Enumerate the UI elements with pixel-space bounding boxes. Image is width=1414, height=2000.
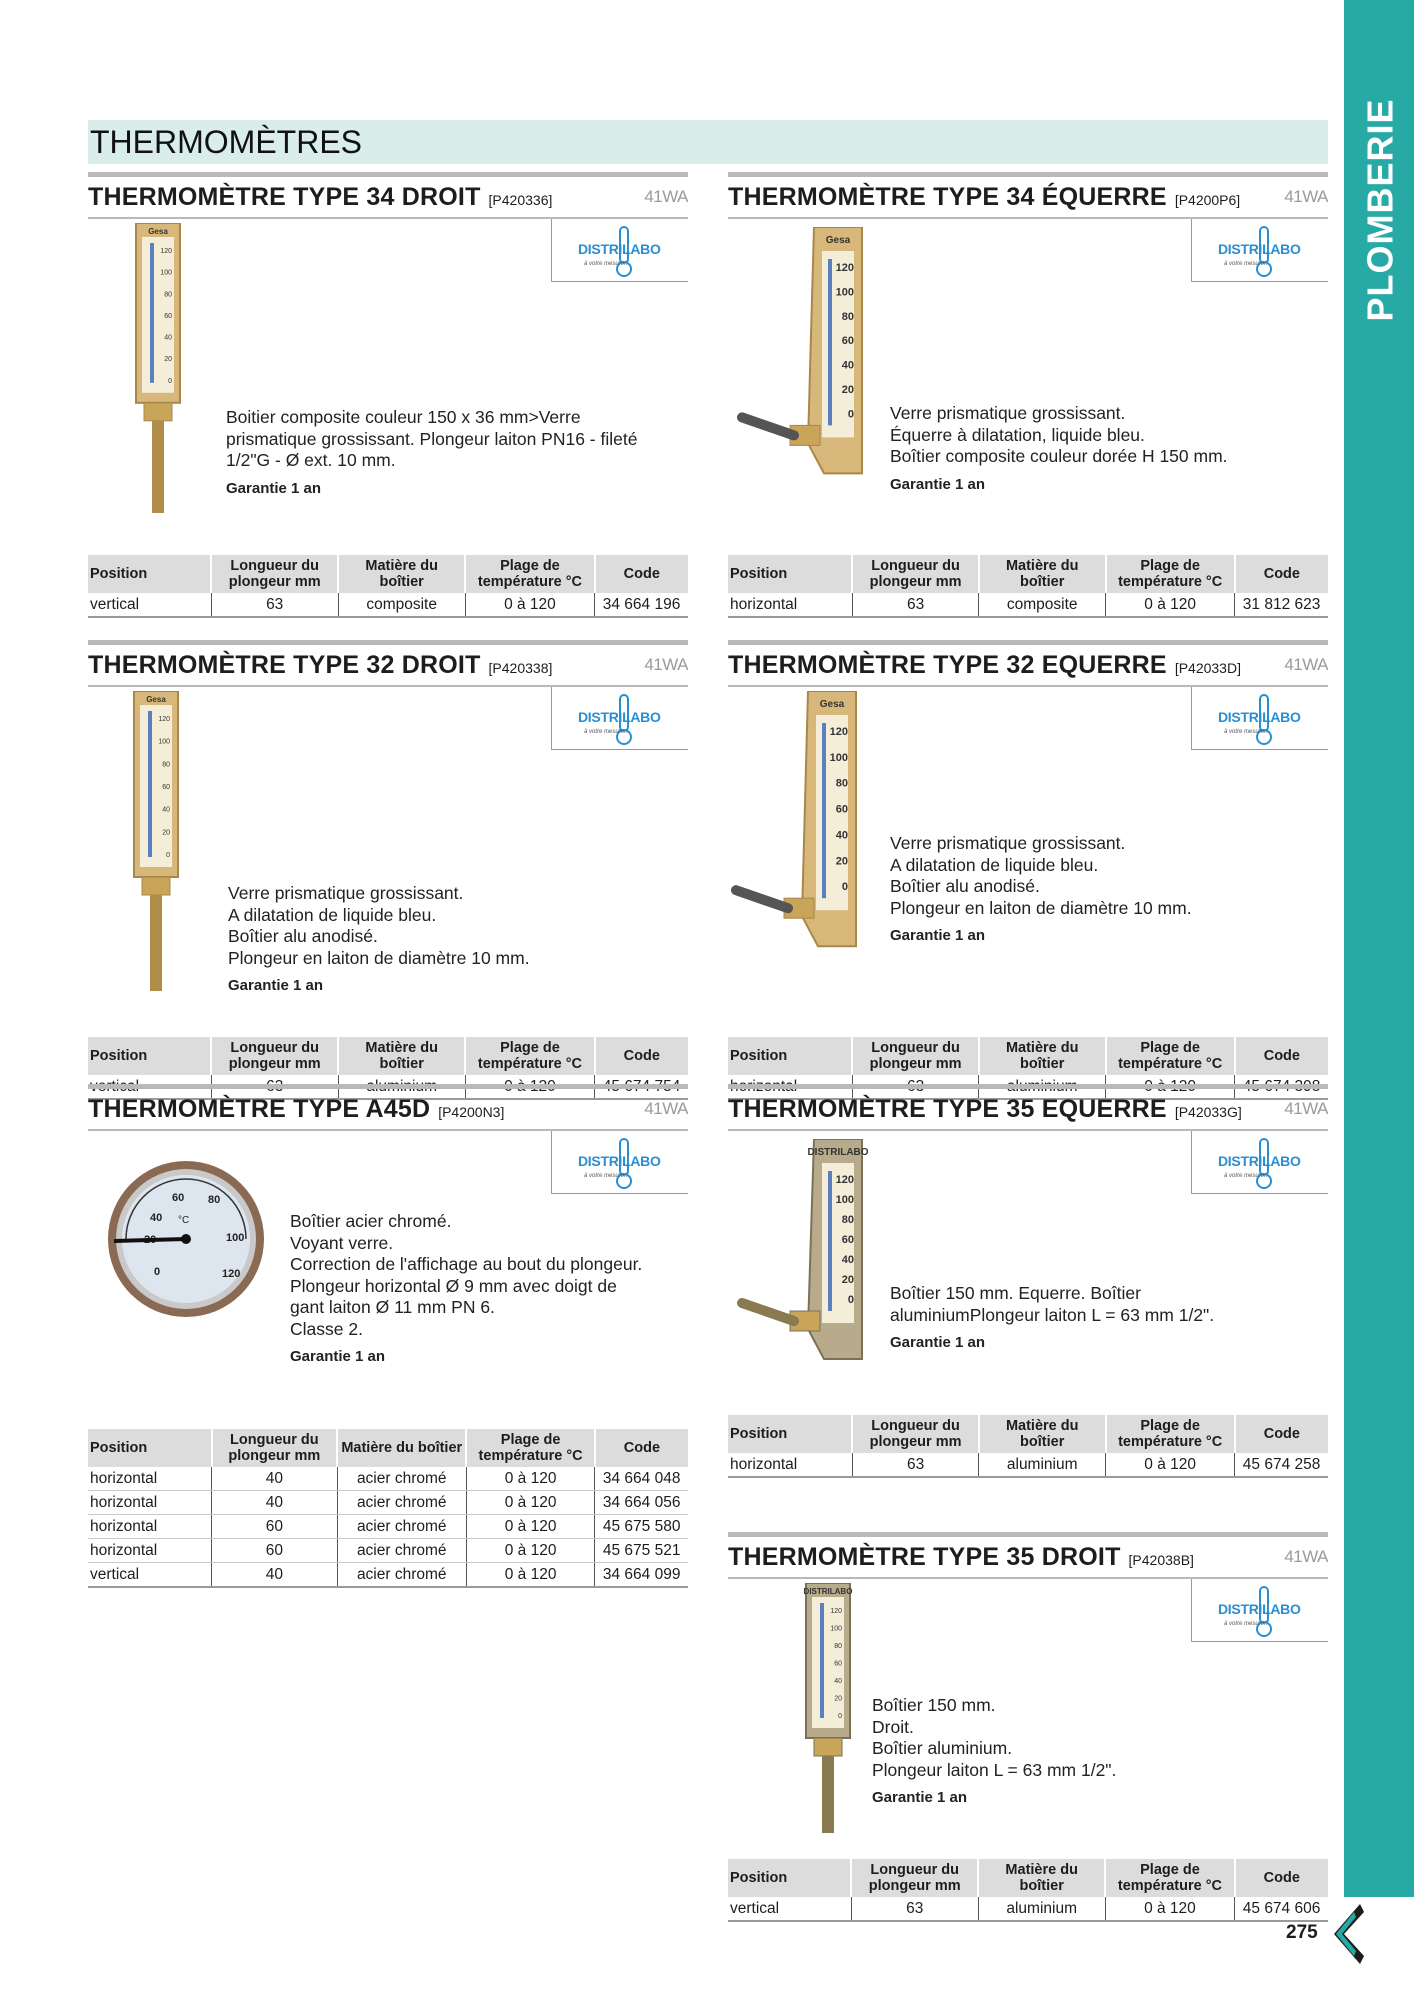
cell-plage: 0 à 120	[1106, 1453, 1235, 1477]
guarantee-text: Garantie 1 an	[890, 927, 986, 944]
scale-tick-label: 40	[841, 1254, 854, 1266]
description-line: aluminiumPlongeur laiton L = 63 mm 1/2".	[890, 1304, 1215, 1325]
logo-tagline: à votre mesure...	[1224, 1173, 1270, 1179]
page-title: THERMOMÈTRES	[90, 123, 362, 160]
cell-matiere: acier chromé	[337, 1491, 466, 1515]
column-header-longueur: Longueur du plongeur mm	[211, 555, 338, 593]
scale-tick-label: 20	[841, 384, 854, 396]
product-reference: [P4200P6]	[1174, 192, 1241, 208]
column-header-plage: Plage de température °C	[465, 1037, 594, 1075]
angle-thermometer-image	[734, 1139, 874, 1389]
cell-position: vertical	[728, 1897, 851, 1921]
product-brand-code: 41WA	[1284, 1547, 1328, 1566]
description-line: Plongeur en laiton de diamètre 10 mm.	[228, 947, 530, 968]
scale-tick-label: 120	[835, 1174, 854, 1186]
column-header-matiere: Matière du boîtier	[979, 1415, 1106, 1453]
scale-tick-label: 120	[160, 248, 172, 255]
column-header-longueur: Longueur du plongeur mm	[211, 1037, 338, 1075]
column-header-matiere: Matière du boîtier	[337, 1429, 466, 1467]
cell-matiere: acier chromé	[337, 1539, 466, 1563]
description-line: prismatique grossissant. Plongeur laiton PN16 - fileté	[226, 428, 638, 449]
cell-code: 34 664 099	[595, 1563, 688, 1588]
scale-tick-label: 0	[847, 1294, 854, 1306]
description-line: Équerre à dilatation, liquide bleu.	[890, 424, 1145, 445]
table-header-row	[728, 1415, 1328, 1453]
product-title: THERMOMÈTRE TYPE 35 EQUERRE	[728, 1094, 1167, 1123]
column-header-longueur: Longueur du plongeur mm	[852, 555, 978, 593]
scale-tick-label: 0	[168, 377, 172, 385]
logo-tagline: à votre mesure...	[1224, 1621, 1270, 1627]
dial-tick-label: 60	[172, 1192, 185, 1204]
cell-plage: 0 à 120	[466, 1467, 594, 1491]
column-header-position: Position	[728, 1859, 851, 1897]
column-header-code: Code	[1235, 555, 1328, 593]
column-header-matiere: Matière du boîtier	[338, 1037, 465, 1075]
product-section	[728, 640, 1328, 1095]
scale-tick-label: 60	[164, 312, 172, 320]
product-description	[226, 407, 637, 499]
description-line: Boîtier acier chromé.	[290, 1211, 452, 1231]
dial-tick-label: 40	[150, 1212, 163, 1224]
product-brand-code: 41WA	[644, 655, 688, 674]
product-image	[734, 227, 874, 512]
scale-tick-label: 100	[829, 751, 848, 764]
scale-tick-label: 80	[162, 761, 170, 769]
product-header	[728, 1532, 1328, 1579]
column-header-position: Position	[88, 1037, 211, 1075]
column-header-position: Position	[88, 1429, 212, 1467]
logo-wordmark: DISTRILABO	[578, 1153, 661, 1169]
product-section	[88, 1084, 688, 1583]
column-header-matiere: Matière du boîtier	[338, 555, 465, 593]
product-description	[890, 833, 1192, 947]
column-header-code: Code	[1235, 1859, 1328, 1897]
product-description	[890, 403, 1228, 495]
scale-tick-label: 100	[830, 1625, 842, 1633]
cell-matiere: acier chromé	[337, 1515, 466, 1539]
distrilabo-logo	[1191, 1131, 1328, 1194]
scale-tick-label: 120	[835, 262, 854, 274]
product-header	[88, 1084, 688, 1131]
scale-tick-label: 20	[841, 1274, 854, 1286]
logo-tagline: à votre mesure...	[584, 261, 630, 267]
cell-longueur: 63	[852, 593, 978, 617]
dial-tick-label: 100	[226, 1232, 245, 1244]
cell-code: 45 674 258	[1235, 1453, 1328, 1477]
cell-code: 34 664 048	[595, 1467, 688, 1491]
cell-code: 45 675 580	[595, 1515, 688, 1539]
chevron-left-icon	[1330, 1904, 1364, 1964]
table-header-row	[728, 555, 1328, 593]
cell-plage: 0 à 120	[1106, 593, 1235, 617]
sidebar-category-label: PLOMBERIE	[1359, 98, 1401, 322]
description-line: A dilatation de liquide bleu.	[228, 904, 437, 925]
product-title: THERMOMÈTRE TYPE 34 ÉQUERRE	[728, 182, 1167, 211]
cell-longueur: 63	[852, 1453, 978, 1477]
cell-plage: 0 à 120	[1105, 1897, 1234, 1921]
scale-tick-label: 120	[830, 1608, 842, 1615]
description-line: Plongeur en laiton de diamètre 10 mm.	[890, 897, 1192, 918]
scale-tick-label: 100	[160, 269, 172, 277]
product-brand-code: 41WA	[1284, 1099, 1328, 1118]
product-brand-code: 41WA	[644, 187, 688, 206]
description-line: 1/2"G - Ø ext. 10 mm.	[226, 450, 396, 470]
column-header-plage: Plage de température °C	[465, 555, 594, 593]
description-line: Boîtier alu anodisé.	[890, 876, 1040, 896]
guarantee-text: Garantie 1 an	[290, 1348, 386, 1365]
cell-position: vertical	[88, 1075, 211, 1099]
scale-tick-label: 0	[166, 852, 170, 859]
scale-tick-label: 40	[834, 1678, 842, 1685]
guarantee-text: Garantie 1 an	[890, 475, 986, 493]
scale-tick-label: 40	[835, 829, 848, 842]
table-row	[88, 1491, 688, 1515]
dial-thermometer-image	[106, 1159, 266, 1319]
table-row	[88, 1515, 688, 1539]
case-brand-label: Gesa	[146, 695, 166, 704]
cell-plage: 0 à 120	[465, 593, 594, 617]
product-section	[88, 172, 688, 613]
logo-wordmark: DISTRILABO	[1218, 241, 1301, 257]
scale-tick-label: 80	[835, 777, 848, 790]
cell-matiere: composite	[338, 593, 465, 617]
cell-position: horizontal	[88, 1539, 212, 1563]
table-header-row	[728, 1859, 1328, 1897]
description-line: Plongeur laiton L = 63 mm 1/2".	[872, 1759, 1117, 1780]
column-header-plage: Plage de température °C	[1106, 555, 1235, 593]
description-line: Boîtier composite couleur dorée H 150 mm.	[890, 446, 1228, 466]
cell-matiere: aluminium	[978, 1897, 1105, 1921]
logo-tagline: à votre mesure...	[584, 729, 630, 735]
product-title: THERMOMÈTRE TYPE A45D	[88, 1094, 431, 1123]
straight-thermometer-image	[798, 1583, 858, 1833]
scale-tick-label: 120	[158, 716, 170, 723]
cell-matiere: aluminium	[338, 1075, 465, 1099]
description-line: Boitier composite couleur 150 x 36 mm>Verre	[226, 407, 581, 427]
product-image	[126, 691, 186, 996]
straight-thermometer-image	[126, 691, 186, 991]
page-number: 275	[1286, 1922, 1318, 1943]
scale-tick-label: 0	[841, 881, 848, 894]
column-header-matiere: Matière du boîtier	[978, 1859, 1105, 1897]
scale-tick-label: 60	[834, 1660, 842, 1668]
distrilabo-logo	[1191, 1579, 1328, 1642]
scale-tick-label: 60	[841, 335, 854, 348]
cell-plage: 0 à 120	[466, 1563, 594, 1588]
case-brand-label: Gesa	[148, 227, 168, 236]
guarantee-text: Garantie 1 an	[890, 1334, 986, 1351]
dial-unit-label: °C	[178, 1215, 190, 1226]
spec-table	[88, 1429, 688, 1588]
scale-tick-label: 80	[164, 291, 172, 299]
guarantee-text: Garantie 1 an	[226, 479, 322, 497]
product-title: THERMOMÈTRE TYPE 32 DROIT	[88, 650, 481, 679]
column-header-position: Position	[728, 555, 852, 593]
logo-tagline: à votre mesure...	[584, 1173, 630, 1179]
product-reference: [P42033D]	[1174, 660, 1241, 676]
product-title: THERMOMÈTRE TYPE 32 EQUERRE	[728, 650, 1167, 679]
cell-position: horizontal	[88, 1491, 212, 1515]
cell-position: horizontal	[88, 1515, 212, 1539]
column-header-code: Code	[1235, 1037, 1328, 1075]
cell-longueur: 60	[212, 1515, 338, 1539]
product-header	[728, 640, 1328, 687]
scale-tick-label: 20	[164, 356, 172, 364]
logo-wordmark: DISTRILABO	[1218, 1601, 1301, 1617]
column-header-longueur: Longueur du plongeur mm	[851, 1859, 978, 1897]
scale-tick-label: 0	[847, 408, 854, 421]
cell-matiere: acier chromé	[337, 1563, 466, 1588]
table-row	[88, 1467, 688, 1491]
scale-tick-label: 80	[841, 1214, 854, 1226]
cell-position: vertical	[88, 1563, 212, 1588]
scale-tick-label: 40	[162, 806, 170, 814]
product-image	[734, 1139, 874, 1394]
cell-plage: 0 à 120	[1106, 1075, 1235, 1099]
distrilabo-logo	[551, 1131, 688, 1194]
cell-longueur: 40	[212, 1467, 338, 1491]
column-header-plage: Plage de température °C	[1106, 1415, 1235, 1453]
product-reference: [P420338]	[488, 660, 553, 676]
product-description	[228, 883, 530, 997]
distrilabo-logo	[551, 219, 688, 282]
logo-wordmark: DISTRILABO	[1218, 709, 1301, 725]
cell-matiere: acier chromé	[337, 1467, 466, 1491]
guarantee-text: Garantie 1 an	[872, 1789, 968, 1806]
dial-tick-label: 120	[222, 1268, 241, 1280]
product-header	[728, 1084, 1328, 1131]
logo-wordmark: DISTRILABO	[1218, 1153, 1301, 1169]
cell-code: 45 674 606	[1235, 1897, 1328, 1921]
scale-tick-label: 60	[835, 803, 848, 816]
dial-tick-label: 0	[154, 1266, 161, 1278]
cell-longueur: 63	[852, 1075, 978, 1099]
product-title: THERMOMÈTRE TYPE 35 DROIT	[728, 1542, 1121, 1571]
cell-code: 34 664 196	[595, 593, 688, 617]
table-row	[728, 1453, 1328, 1477]
angle-thermometer-image	[734, 227, 874, 507]
scale-tick-label: 40	[164, 334, 172, 342]
cell-position: horizontal	[728, 1453, 852, 1477]
logo-tagline: à votre mesure...	[1224, 261, 1270, 267]
spec-table	[728, 555, 1328, 618]
scale-tick-label: 120	[829, 726, 848, 738]
table-row	[728, 1897, 1328, 1921]
spec-table	[728, 1415, 1328, 1478]
distrilabo-logo	[1191, 219, 1328, 282]
logo-wordmark: DISTRILABO	[578, 709, 661, 725]
product-section	[728, 1084, 1328, 1473]
product-image	[798, 1583, 858, 1838]
cell-code: 31 812 623	[1235, 593, 1328, 617]
dial-tick-label: 80	[208, 1194, 221, 1206]
table-row	[88, 1563, 688, 1588]
case-brand-label: DISTRILABO	[803, 1587, 853, 1596]
product-header	[728, 172, 1328, 219]
product-reference: [P42038B]	[1128, 1552, 1194, 1568]
cell-longueur: 63	[211, 1075, 338, 1099]
scale-tick-label: 100	[835, 286, 854, 299]
column-header-position: Position	[728, 1415, 852, 1453]
product-image	[728, 691, 868, 986]
column-header-code: Code	[1235, 1415, 1328, 1453]
description-line: Boîtier alu anodisé.	[228, 926, 378, 946]
angle-thermometer-image	[728, 691, 868, 981]
column-header-plage: Plage de température °C	[1105, 1859, 1234, 1897]
column-header-code: Code	[595, 1429, 688, 1467]
description-line: Verre prismatique grossissant.	[228, 883, 464, 903]
product-section	[728, 1532, 1328, 1917]
description-line: Boîtier 150 mm.	[872, 1695, 996, 1715]
distrilabo-logo	[1191, 687, 1328, 750]
column-header-position: Position	[728, 1037, 852, 1075]
column-header-longueur: Longueur du plongeur mm	[852, 1037, 978, 1075]
spec-table	[88, 555, 688, 618]
column-header-plage: Plage de température °C	[466, 1429, 594, 1467]
product-section	[88, 640, 688, 1095]
product-image	[128, 223, 188, 518]
scale-tick-label: 0	[838, 1713, 842, 1720]
cell-position: horizontal	[88, 1467, 212, 1491]
product-description	[290, 1211, 642, 1368]
cell-position: horizontal	[728, 593, 852, 617]
scale-tick-label: 100	[158, 738, 170, 746]
description-line: Verre prismatique grossissant.	[890, 403, 1126, 423]
product-header	[88, 172, 688, 219]
description-line: A dilatation de liquide bleu.	[890, 854, 1099, 875]
cell-plage: 0 à 120	[466, 1515, 594, 1539]
column-header-code: Code	[595, 555, 688, 593]
description-line: Boîtier aluminium.	[872, 1738, 1013, 1758]
column-header-matiere: Matière du boîtier	[979, 1037, 1106, 1075]
description-line: gant laiton Ø 11 mm PN 6.	[290, 1297, 495, 1317]
column-header-longueur: Longueur du plongeur mm	[212, 1429, 338, 1467]
table-row	[88, 1539, 688, 1563]
cell-code: 45 674 398	[1235, 1075, 1328, 1099]
cell-longueur: 40	[212, 1491, 338, 1515]
scale-tick-label: 60	[841, 1234, 854, 1246]
scale-tick-label: 80	[841, 310, 854, 323]
case-brand-label: DISTRILABO	[807, 1147, 869, 1158]
table-header-row	[88, 1429, 688, 1467]
column-header-longueur: Longueur du plongeur mm	[852, 1415, 978, 1453]
cell-longueur: 60	[212, 1539, 338, 1563]
column-header-position: Position	[88, 555, 211, 593]
product-description	[890, 1283, 1214, 1354]
description-line: Voyant verre.	[290, 1232, 394, 1253]
cell-matiere: aluminium	[979, 1453, 1106, 1477]
table-row	[88, 593, 688, 617]
cell-code: 34 664 056	[595, 1491, 688, 1515]
cell-matiere: aluminium	[979, 1075, 1106, 1099]
product-brand-code: 41WA	[644, 1099, 688, 1118]
column-header-code: Code	[595, 1037, 688, 1075]
page-title-bar	[88, 120, 1328, 164]
product-reference: [P420336]	[488, 192, 553, 208]
scale-tick-label: 100	[835, 1194, 854, 1206]
spec-table	[728, 1859, 1328, 1922]
cell-plage: 0 à 120	[465, 1075, 594, 1099]
product-title: THERMOMÈTRE TYPE 34 DROIT	[88, 182, 481, 211]
product-brand-code: 41WA	[1284, 655, 1328, 674]
case-brand-label: Gesa	[819, 699, 845, 710]
description-line: Boîtier 150 mm. Equerre. Boîtier	[890, 1283, 1141, 1303]
cell-plage: 0 à 120	[466, 1539, 594, 1563]
description-line: Classe 2.	[290, 1318, 363, 1339]
scale-tick-label: 20	[835, 855, 848, 868]
case-brand-label: Gesa	[825, 235, 851, 246]
logo-wordmark: DISTRILABO	[578, 241, 661, 257]
logo-tagline: à votre mesure...	[1224, 729, 1270, 735]
table-header-row	[88, 1037, 688, 1075]
product-reference: [P42033G]	[1174, 1104, 1242, 1120]
description-line: Correction de l'affichage au bout du plongeur.	[290, 1254, 643, 1274]
product-image	[106, 1159, 266, 1324]
cell-longueur: 63	[851, 1897, 978, 1921]
column-header-plage: Plage de température °C	[1106, 1037, 1235, 1075]
table-header-row	[88, 555, 688, 593]
table-header-row	[728, 1037, 1328, 1075]
guarantee-text: Garantie 1 an	[228, 977, 324, 994]
cell-position: vertical	[88, 593, 211, 617]
scale-tick-label: 60	[162, 784, 170, 791]
scale-tick-label: 40	[841, 359, 854, 372]
scale-tick-label: 20	[162, 829, 170, 837]
description-line: Verre prismatique grossissant.	[890, 833, 1126, 853]
scale-tick-label: 80	[834, 1643, 842, 1650]
description-line: Plongeur horizontal Ø 9 mm avec doigt de	[290, 1275, 617, 1296]
cell-longueur: 63	[211, 593, 338, 617]
distrilabo-logo	[551, 687, 688, 750]
cell-position: horizontal	[728, 1075, 852, 1099]
cell-plage: 0 à 120	[466, 1491, 594, 1515]
cell-code: 45 674 754	[595, 1075, 688, 1099]
product-description	[872, 1695, 1116, 1809]
table-row	[728, 593, 1328, 617]
cell-longueur: 40	[212, 1563, 338, 1588]
product-header	[88, 640, 688, 687]
scale-tick-label: 20	[834, 1695, 842, 1703]
cell-code: 45 675 521	[595, 1539, 688, 1563]
product-reference: [P4200N3]	[438, 1104, 505, 1120]
description-line: Droit.	[872, 1716, 914, 1737]
column-header-matiere: Matière du boîtier	[979, 555, 1106, 593]
straight-thermometer-image	[128, 223, 188, 513]
cell-matiere: composite	[979, 593, 1106, 617]
product-section	[728, 172, 1328, 613]
product-brand-code: 41WA	[1284, 187, 1328, 206]
